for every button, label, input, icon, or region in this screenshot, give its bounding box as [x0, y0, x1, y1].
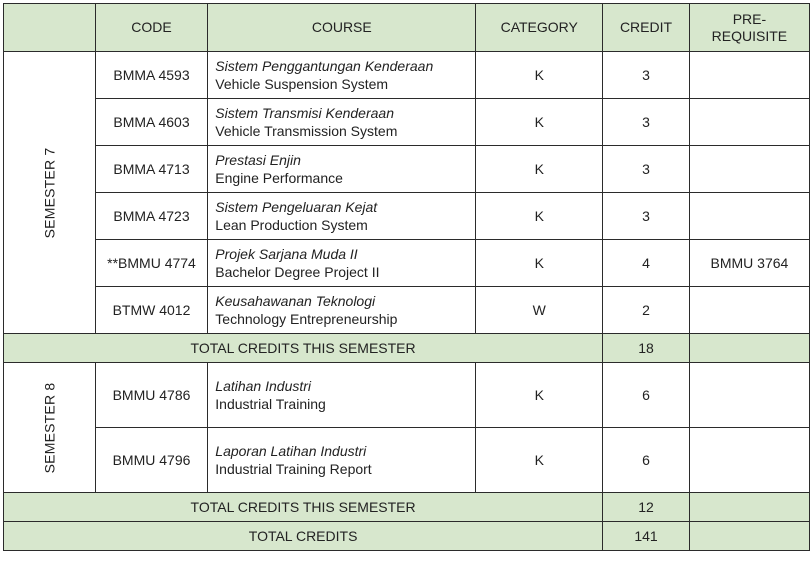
course-name: [208, 240, 476, 287]
course-prerequisite: BMMU 3764: [689, 240, 809, 287]
course-category: K: [476, 428, 603, 493]
course-code: BMMA 4593: [95, 52, 208, 99]
semester-7-label: SEMESTER 7: [41, 147, 58, 238]
course-name-english: Industrial Training Report: [215, 461, 372, 477]
course-name: [208, 52, 476, 99]
course-credit: 6: [603, 428, 690, 493]
table-row: [4, 99, 810, 146]
course-name-malay: Sistem Pengeluaran Kejat: [215, 199, 378, 215]
course-structure-table: [3, 3, 810, 551]
header-category: CATEGORY: [476, 4, 603, 52]
grand-total-label: TOTAL CREDITS: [4, 522, 603, 551]
table-row: [4, 428, 810, 493]
course-code: BMMU 4796: [95, 428, 208, 493]
course-code: BMMA 4723: [95, 193, 208, 240]
header-course: COURSE: [208, 4, 476, 52]
course-category: K: [476, 363, 603, 428]
table-row: [4, 287, 810, 334]
course-name-english: Technology Entrepreneurship: [215, 311, 398, 327]
semester-8-cell: [4, 363, 96, 493]
header-row: [4, 4, 810, 52]
course-name-malay: Sistem Penggantungan Kenderaan: [215, 58, 434, 74]
course-credit: 4: [603, 240, 690, 287]
course-name: [208, 146, 476, 193]
course-name: [208, 428, 476, 493]
course-name-english: Bachelor Degree Project II: [215, 264, 380, 280]
header-prerequisite: [689, 4, 809, 52]
course-name-english: Engine Performance: [215, 170, 343, 186]
course-category: K: [476, 240, 603, 287]
course-code: BMMU 4786: [95, 363, 208, 428]
course-category: K: [476, 99, 603, 146]
semester-8-total-label: TOTAL CREDITS THIS SEMESTER: [4, 493, 603, 522]
table-row: [4, 52, 810, 99]
course-name-english: Vehicle Transmission System: [215, 123, 398, 139]
course-category: K: [476, 52, 603, 99]
course-category: K: [476, 193, 603, 240]
semester-8-total-blank: [689, 493, 809, 522]
header-code: CODE: [95, 4, 208, 52]
course-credit: 3: [603, 193, 690, 240]
table-row: [4, 146, 810, 193]
course-name: [208, 99, 476, 146]
semester-7-total-blank: [689, 334, 809, 363]
course-prerequisite: [689, 146, 809, 193]
header-prerequisite-line1: PRE-: [732, 10, 767, 27]
course-name-malay: Keusahawanan Teknologi: [215, 293, 376, 309]
course-credit: 3: [603, 146, 690, 193]
course-name: [208, 363, 476, 428]
table-row: [4, 363, 810, 428]
course-name-malay: Latihan Industri: [215, 378, 312, 394]
semester-7-total-row: [4, 334, 810, 363]
course-credit: 3: [603, 99, 690, 146]
course-code: **BMMU 4774: [95, 240, 208, 287]
course-prerequisite: [689, 428, 809, 493]
course-name-english: Lean Production System: [215, 217, 368, 233]
course-name-malay: Prestasi Enjin: [215, 152, 301, 168]
course-credit: 6: [603, 363, 690, 428]
semester-8-total-row: [4, 493, 810, 522]
course-credit: 2: [603, 287, 690, 334]
course-name-malay: Projek Sarjana Muda II: [215, 246, 358, 262]
course-category: W: [476, 287, 603, 334]
grand-total-value: 141: [603, 522, 690, 551]
semester-7-total-value: 18: [603, 334, 690, 363]
course-credit: 3: [603, 52, 690, 99]
header-credit: CREDIT: [603, 4, 690, 52]
course-prerequisite: [689, 99, 809, 146]
header-prerequisite-line2: REQUISITE: [711, 27, 788, 44]
semester-7-total-label: TOTAL CREDITS THIS SEMESTER: [4, 334, 603, 363]
course-name-malay: Laporan Latihan Industri: [215, 443, 367, 459]
course-prerequisite: [689, 193, 809, 240]
grand-total-blank: [689, 522, 809, 551]
semester-8-total-value: 12: [603, 493, 690, 522]
course-name-english: Vehicle Suspension System: [215, 76, 389, 92]
header-blank-cell: [4, 4, 96, 52]
table-row: [4, 193, 810, 240]
course-prerequisite: [689, 287, 809, 334]
course-name-english: Industrial Training: [215, 396, 326, 412]
semester-7-cell: [4, 52, 96, 334]
course-code: BMMA 4603: [95, 99, 208, 146]
course-name: [208, 287, 476, 334]
course-name: [208, 193, 476, 240]
table-row: [4, 240, 810, 287]
course-code: BMMA 4713: [95, 146, 208, 193]
course-prerequisite: [689, 363, 809, 428]
course-name-malay: Sistem Transmisi Kenderaan: [215, 105, 394, 121]
course-category: K: [476, 146, 603, 193]
semester-8-label: SEMESTER 8: [41, 382, 58, 473]
grand-total-row: [4, 522, 810, 551]
course-prerequisite: [689, 52, 809, 99]
course-code: BTMW 4012: [95, 287, 208, 334]
